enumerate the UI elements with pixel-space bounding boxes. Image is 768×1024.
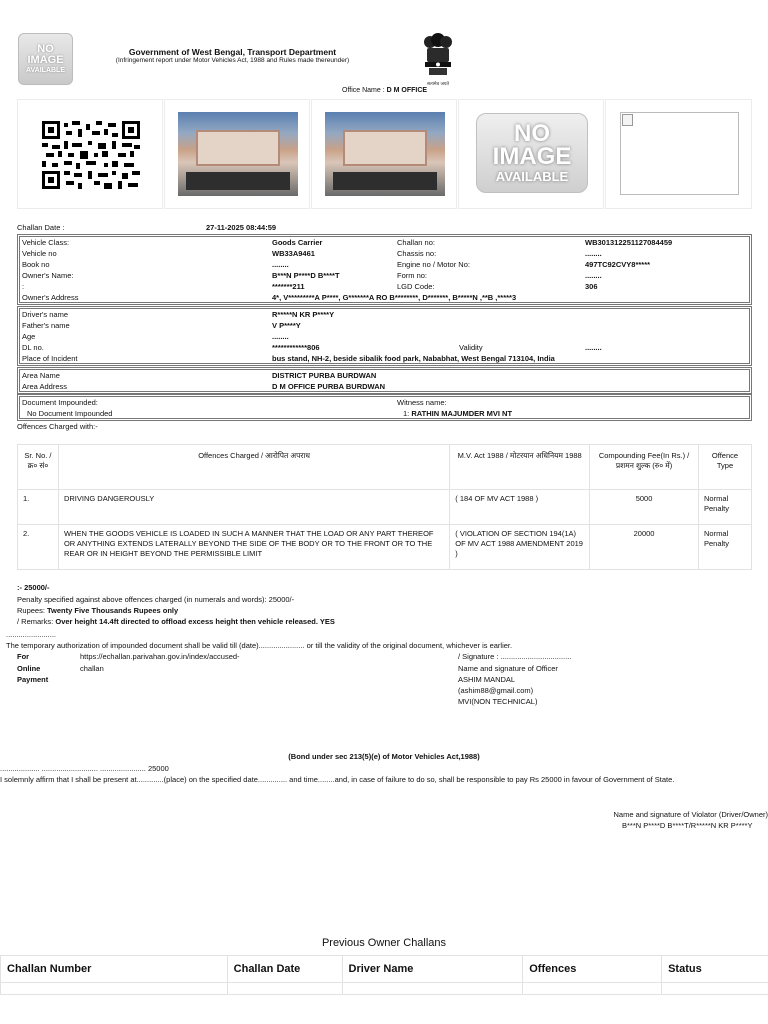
chassis-no-value: ........ (585, 249, 602, 258)
previous-challans-table (0, 955, 768, 995)
col-status: Status (662, 956, 768, 983)
col-type: Offence Type (699, 445, 752, 490)
offence-fee: 5000 (590, 490, 699, 525)
department-subtitle: (Infringement report under Motor Vehicles Act, 1988 and Rules made thereunder) (115, 57, 350, 64)
penalty-numbers: Penalty specified against above offences charged (in numerals and words): 25000/- (17, 595, 295, 604)
broken-image-icon (620, 112, 739, 195)
online-payment-label-3: Payment (17, 675, 49, 684)
offence-type: Normal Penalty (699, 525, 752, 570)
offence-type: Normal Penalty (699, 490, 752, 525)
vehicle-photo-2-box (311, 99, 457, 209)
owner-name-value: B***N P****D B****T (272, 271, 340, 280)
previous-challans-header-row (1, 956, 768, 983)
offences-table (17, 444, 752, 570)
authorization-text: The temporary authorization of impounded document shall be valid till (date)...................... or till the validity of the original document, whichever is earlier. (6, 641, 513, 650)
owner-address-label: Owner's Address (22, 293, 79, 302)
area-details-table (17, 367, 752, 394)
vehicle-photo-1 (178, 112, 298, 196)
father-name-label: Father's name (22, 321, 70, 330)
form-no-label: Form no: (397, 271, 428, 280)
masked-field-value: *******211 (272, 282, 305, 291)
challan-date-value: 27-11-2025 08:44:59 (206, 223, 277, 232)
witness-name-label: Witness name: (397, 398, 447, 407)
payment-url-line-2[interactable]: challan (80, 664, 104, 673)
officer-title: MVI(NON TECHNICAL) (458, 697, 538, 706)
officer-name: ASHIM MANDAL (458, 675, 516, 684)
emblem-caption: सत्यमेव जयते (426, 82, 450, 87)
engine-no-value: 497TC92CVY8***** (585, 260, 651, 269)
violator-caption: Name and signature of Violator (Driver/Owner) (613, 810, 768, 819)
offences-heading: Offences Charged with:- (17, 422, 98, 431)
offence-act: ( 184 OF MV ACT 1988 ) (450, 490, 590, 525)
place-of-incident-value: bus stand, NH-2, beside sibalik food park, Nababhat, West Bengal 713104, India (272, 354, 555, 363)
penalty-dots: ........................ (6, 630, 57, 639)
age-value: ........ (272, 332, 289, 341)
area-name-label: Area Name (22, 371, 60, 380)
online-payment-label-2: Online (17, 664, 41, 673)
offences-header-row (18, 445, 752, 490)
document-impounded-label: Document Impounded: (22, 398, 98, 407)
offence-desc: DRIVING DANGEROUSLY (58, 490, 449, 525)
place-of-incident-label: Place of Incident (22, 354, 78, 363)
lgd-code-value: 306 (585, 282, 598, 291)
col-offence: Offences Charged / आरोपित अपराध (58, 445, 449, 490)
bond-title: (Bond under sec 213(5)(e) of Motor Vehicles Act,1988) (288, 752, 480, 761)
validity-value: ........ (585, 343, 602, 352)
age-label: Age (22, 332, 36, 341)
table-row (1, 983, 768, 995)
penalty-total: :- 25000/- (17, 583, 50, 592)
driver-details-table (17, 306, 752, 366)
area-address-label: Area Address (22, 382, 68, 391)
signature-label: / Signature : .................................. (458, 652, 572, 661)
offence-act: ( VIOLATION OF SECTION 194(1A) OF MV ACT 1988 AMENDMENT 2019 ) (450, 525, 590, 570)
father-name-value: V P****Y (272, 321, 301, 330)
penalty-remarks: / Remarks: Over height 14.4ft directed to offload excess height then vehicle released. YES (17, 617, 335, 626)
form-no-value: ........ (585, 271, 602, 280)
vehicle-class-value: Goods Carrier (272, 238, 323, 247)
col-challan-date: Challan Date (227, 956, 342, 983)
vehicle-photo-1-box (164, 99, 310, 209)
vehicle-no-value: WB33A9461 (272, 249, 315, 258)
offence-sr: 2. (18, 525, 59, 570)
chassis-no-label: Chassis no: (397, 249, 437, 258)
offence-fee: 20000 (590, 525, 699, 570)
violator-names: B***N P****D B****T/R*****N KR P****Y (622, 821, 753, 830)
qr-code-box (17, 99, 163, 209)
book-no-label: Book no (22, 260, 50, 269)
vehicle-no-label: Vehicle no (22, 249, 57, 258)
driver-name-label: Driver's name (22, 310, 69, 319)
officer-email: (ashim88@gmail.com) (458, 686, 534, 695)
vehicle-class-label: Vehicle Class: (22, 238, 70, 247)
witness-name: 1: RATHIN MAJUMDER MVI NT (403, 409, 513, 418)
document-impounded-value: No Document Impounded (27, 409, 113, 418)
no-image-box (458, 99, 604, 209)
offence-desc: WHEN THE GOODS VEHICLE IS LOADED IN SUCH A MANNER THAT THE LOAD OR ANY PART THEREOF OR ANYTHING EXTENDS LATERALLY BEYOND THE SIDE OF THE BODY OR TO THE FRONT OR TO THE REAR OR IN HEIGHT BEYOND THE PERMISSIBLE LIMIT (58, 525, 449, 570)
owner-address-value: 4*, V*********A P****, G*******A RO B********, D*******, B*****N ,**B ,*****3 (272, 293, 517, 302)
validity-label: Validity (459, 343, 483, 352)
driver-name-value: R*****N KR P****Y (272, 310, 335, 319)
department-title: Government of West Bengal, Transport Department (128, 47, 337, 57)
office-name: Office Name : D M OFFICE (342, 87, 428, 94)
officer-caption: Name and signature of Officer (458, 664, 558, 673)
no-image-placeholder-large: NO IMAGE AVAILABLE (476, 113, 588, 193)
col-act: M.V. Act 1988 / मोटरयान अधिनियम 1988 (450, 445, 590, 490)
col-offences: Offences (523, 956, 662, 983)
col-driver-name: Driver Name (342, 956, 523, 983)
previous-challans-title: Previous Owner Challans (321, 937, 447, 949)
bond-amount: ................... ........................... ...................... 25000 (0, 764, 169, 773)
owner-name-label: Owner's Name: (22, 271, 74, 280)
documents-table (17, 394, 752, 421)
payment-url-line-1[interactable]: https://echallan.parivahan.gov.in/index/accused- (80, 652, 240, 661)
challan-no-value: WB301312251127084459 (585, 238, 673, 247)
area-name-value: DISTRICT PURBA BURDWAN (272, 371, 377, 380)
table-row (18, 525, 752, 570)
dl-no-value: ************806 (272, 343, 320, 352)
online-payment-label-1: For (17, 652, 30, 661)
col-sr-no: Sr. No. / क्र० सं० (18, 445, 59, 490)
vehicle-details-table (17, 234, 752, 305)
no-image-placeholder-small: NO IMAGE AVAILABLE (18, 33, 73, 85)
col-fee: Compounding Fee(In Rs.) / प्रशमन शुल्क (रु० में) (590, 445, 699, 490)
table-row (18, 490, 752, 525)
lgd-code-label: LGD Code: (397, 282, 435, 291)
col-challan-number: Challan Number (1, 956, 228, 983)
offence-sr: 1. (18, 490, 59, 525)
challan-date-label: Challan Date : (17, 223, 65, 232)
national-emblem-logo (421, 32, 455, 88)
bond-affirmation: I solemnly affirm that I shall be present at.............(place) on the specified date.............. and time........and, in case of failure to do so, shall be responsible to pay Rs 25000 in favour of Government of State. (0, 775, 675, 784)
engine-no-label: Engine no / Motor No: (397, 260, 470, 269)
masked-field-label: : (22, 282, 25, 291)
book-no-value: ........ (272, 260, 289, 269)
challan-no-label: Challan no: (397, 238, 435, 247)
dl-no-label: DL no. (22, 343, 44, 352)
broken-image-box (605, 99, 752, 209)
area-address-value: D M OFFICE PURBA BURDWAN (272, 382, 386, 391)
vehicle-photo-2 (325, 112, 445, 196)
penalty-rupees: Rupees: Twenty Five Thousands Rupees only (17, 606, 179, 615)
qr-code-icon (42, 121, 140, 189)
